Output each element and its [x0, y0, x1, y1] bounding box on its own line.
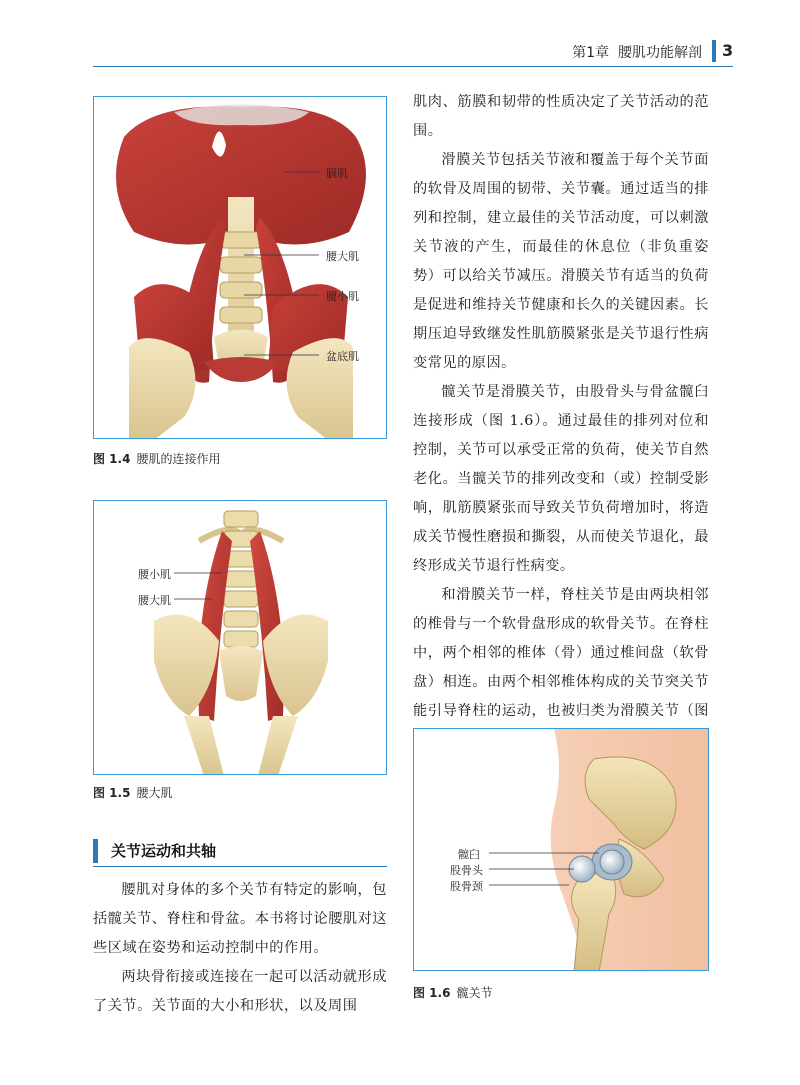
figure-1-5 [93, 500, 387, 775]
label-diaphragm: 膈肌 [326, 167, 348, 180]
label-psoas-major: 腰大肌 [138, 594, 171, 607]
chapter-title: 腰肌功能解剖 [618, 45, 702, 61]
section-rule [93, 866, 387, 867]
figure-1-6 [413, 728, 709, 971]
header-rule [93, 66, 733, 67]
right-column-text [413, 88, 709, 755]
label-femoral-neck: 股骨颈 [450, 880, 483, 893]
paragraph: 肌肉、筋膜和韧带的性质决定了关节活动的范围。 [413, 94, 709, 139]
psoas-connection-illustration [94, 97, 387, 439]
label-femoral-head: 股骨头 [450, 864, 483, 877]
figure-caption-text: 腰肌的连接作用 [136, 452, 221, 466]
label-psoas-minor: 腰小肌 [326, 290, 359, 303]
figure-1-4-caption [93, 450, 220, 467]
paragraph: 两块骨衔接或连接在一起可以活动就形成了关节。关节面的大小和形状，以及周围 [93, 969, 387, 1014]
label-pelvic-floor: 盆底肌 [326, 350, 359, 363]
figure-1-6-caption [413, 984, 492, 1001]
section-title: 关节运动和共轴 [111, 842, 217, 860]
page-number: 3 [722, 41, 734, 60]
paragraph: 腰肌对身体的多个关节有特定的影响，包括髋关节、脊柱和骨盆。本书将讨论腰肌对这些区域在姿势和运动控制中的作用。 [93, 882, 387, 956]
left-column-text [93, 876, 387, 1021]
figure-caption-text: 腰大肌 [136, 786, 173, 800]
section-heading [93, 836, 387, 866]
figure-1-5-caption [93, 784, 172, 801]
paragraph: 滑膜关节包括关节液和覆盖于每个关节面的软骨及周围的韧带、关节囊。通过适当的排列和控制，建立最佳的关节活动度，可以刺激关节液的产生，而最佳的休息位（非负重姿势）可以给关节减压。滑膜关节有适当的负荷是促进和维持关节健康和长久的关键因素。长期压迫导致继发性肌筋膜紧张是关节退行性病变常见的原因。 [413, 152, 709, 371]
label-psoas-major: 腰大肌 [326, 250, 359, 263]
label-psoas-minor: 腰小肌 [138, 568, 171, 581]
figure-number: 图 1.6 [413, 986, 451, 1000]
paragraph: 和滑膜关节一样，脊柱关节是由两块相邻的椎骨与一个软骨盘形成的软骨关节。在脊柱中，两个相邻的椎体（骨）通过椎间盘（软骨盘）相连。由两个相邻椎体构成的关节突关节能引导脊柱的运动，也被归类为滑膜关节（图 [413, 587, 709, 719]
chapter-number: 第1章 [572, 45, 610, 61]
figure-caption-text: 髋关节 [456, 986, 493, 1000]
section-accent-bar [93, 839, 98, 863]
header-accent-bar [712, 40, 716, 62]
paragraph: 髋关节是滑膜关节，由股骨头与骨盆髋臼连接形成（图 1.6）。通过最佳的排列对位和控制，关节可以承受正常的负荷，使关节自然老化。当髋关节的排列改变和（或）控制受影响，肌筋膜紧张而导致关节负荷增加时，将造成关节慢性磨损和撕裂，从而使关节退化，最终形成关节退行性病变。 [413, 384, 709, 574]
psoas-major-illustration [94, 501, 387, 775]
figure-1-4 [93, 96, 387, 439]
label-acetabulum: 髋臼 [458, 848, 480, 861]
figure-number: 图 1.5 [93, 786, 131, 800]
running-header [572, 42, 702, 62]
figure-number: 图 1.4 [93, 452, 131, 466]
pelvic-floor-muscle [204, 357, 278, 382]
